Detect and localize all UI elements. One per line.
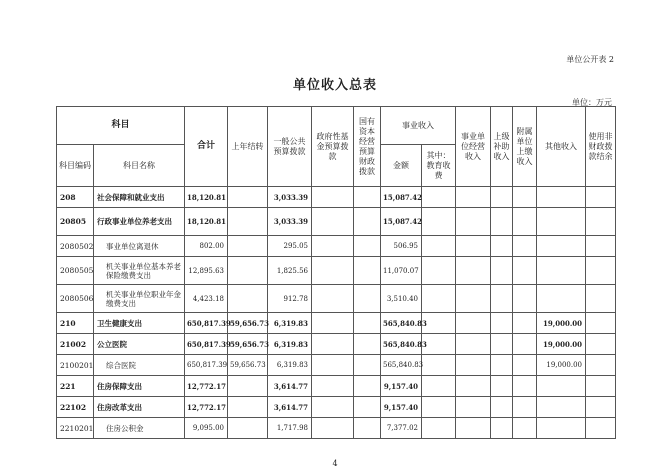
header-amount: 金额	[381, 145, 422, 187]
general-budget-cell: 3,614.77	[268, 376, 312, 397]
state-capital-cell	[354, 418, 381, 439]
state-capital-cell	[354, 355, 381, 376]
op-income-cell	[456, 376, 491, 397]
affiliated-cell	[513, 334, 537, 355]
edu-fee-cell	[422, 355, 456, 376]
edu-fee-cell	[422, 285, 456, 313]
general-budget-cell: 6,319.83	[268, 334, 312, 355]
general-budget-cell: 3,614.77	[268, 397, 312, 418]
state-capital-cell	[354, 187, 381, 208]
unit-label: 单位：万元	[572, 98, 612, 107]
op-income-cell	[456, 187, 491, 208]
total-cell: 9,095.00	[185, 418, 228, 439]
non-fiscal-cell	[586, 257, 616, 285]
header-non-fiscal: 使用非财政拨款结余	[586, 107, 616, 187]
other-income-cell	[537, 376, 586, 397]
header-other: 其他收入	[537, 107, 586, 187]
general-budget-cell: 6,319.83	[268, 313, 312, 334]
header-general-budget: 一般公共预算拨款	[268, 107, 312, 187]
gov-fund-cell	[312, 397, 354, 418]
subject-name-cell: 住房改革支出	[94, 397, 185, 418]
non-fiscal-cell	[586, 397, 616, 418]
affiliated-cell	[513, 397, 537, 418]
form-tag: 单位公开表 2	[566, 55, 614, 64]
carryover-cell: 59,656.73	[228, 355, 268, 376]
page-number: 4	[332, 459, 338, 468]
header-state-capital: 国有资本经营预算财政拨款	[354, 107, 381, 187]
income-summary-table	[56, 106, 616, 439]
carryover-cell	[228, 418, 268, 439]
business-amount-cell: 9,157.40	[381, 376, 422, 397]
subject-name-cell: 住房保障支出	[94, 376, 185, 397]
subject-name-cell: 行政事业单位养老支出	[94, 208, 185, 236]
state-capital-cell	[354, 397, 381, 418]
gov-fund-cell	[312, 313, 354, 334]
total-cell: 12,772.17	[185, 376, 228, 397]
table-row	[57, 376, 616, 397]
subsidy-cell	[491, 313, 513, 334]
non-fiscal-cell	[586, 418, 616, 439]
subject-code-cell: 2080506	[57, 285, 94, 313]
subsidy-cell	[491, 285, 513, 313]
table-row	[57, 236, 616, 257]
non-fiscal-cell	[586, 208, 616, 236]
table-row	[57, 285, 616, 313]
carryover-cell	[228, 376, 268, 397]
general-budget-cell: 3,033.39	[268, 187, 312, 208]
other-income-cell	[537, 285, 586, 313]
non-fiscal-cell	[586, 313, 616, 334]
op-income-cell	[456, 334, 491, 355]
state-capital-cell	[354, 334, 381, 355]
affiliated-cell	[513, 355, 537, 376]
op-income-cell	[456, 313, 491, 334]
op-income-cell	[456, 285, 491, 313]
subsidy-cell	[491, 418, 513, 439]
business-amount-cell: 7,377.02	[381, 418, 422, 439]
total-cell: 18,120.81	[185, 187, 228, 208]
other-income-cell	[537, 257, 586, 285]
subject-name-cell: 公立医院	[94, 334, 185, 355]
header-gov-fund: 政府性基金预算拨款	[312, 107, 354, 187]
total-cell: 18,120.81	[185, 208, 228, 236]
general-budget-cell: 3,033.39	[268, 208, 312, 236]
gov-fund-cell	[312, 376, 354, 397]
header-subsidy: 上级补助收入	[491, 107, 513, 187]
subject-name-cell: 事业单位离退休	[94, 236, 185, 257]
affiliated-cell	[513, 313, 537, 334]
table-row	[57, 334, 616, 355]
state-capital-cell	[354, 313, 381, 334]
table-row	[57, 187, 616, 208]
carryover-cell: 59,656.73	[228, 313, 268, 334]
op-income-cell	[456, 257, 491, 285]
carryover-cell	[228, 236, 268, 257]
subsidy-cell	[491, 208, 513, 236]
business-amount-cell: 3,510.40	[381, 285, 422, 313]
edu-fee-cell	[422, 418, 456, 439]
subject-code-cell: 208	[57, 187, 94, 208]
subject-name-cell: 社会保障和就业支出	[94, 187, 185, 208]
business-amount-cell: 15,087.42	[381, 208, 422, 236]
affiliated-cell	[513, 208, 537, 236]
table-row	[57, 208, 616, 236]
business-amount-cell: 11,070.07	[381, 257, 422, 285]
header-affiliated: 附属单位上缴收入	[513, 107, 537, 187]
subject-code-cell: 2080502	[57, 236, 94, 257]
general-budget-cell: 295.05	[268, 236, 312, 257]
business-amount-cell: 565,840.83	[381, 355, 422, 376]
total-cell: 12,772.17	[185, 397, 228, 418]
carryover-cell	[228, 187, 268, 208]
subject-code-cell: 20805	[57, 208, 94, 236]
subject-code-cell: 21002	[57, 334, 94, 355]
general-budget-cell: 1,717.98	[268, 418, 312, 439]
header-subject-name: 科目名称	[94, 145, 185, 187]
subject-name-cell: 卫生健康支出	[94, 313, 185, 334]
state-capital-cell	[354, 257, 381, 285]
table-row	[57, 418, 616, 439]
non-fiscal-cell	[586, 376, 616, 397]
total-cell: 802.00	[185, 236, 228, 257]
affiliated-cell	[513, 418, 537, 439]
op-income-cell	[456, 355, 491, 376]
edu-fee-cell	[422, 257, 456, 285]
state-capital-cell	[354, 236, 381, 257]
header-carryover: 上年结转	[228, 107, 268, 187]
total-cell: 650,817.39	[185, 334, 228, 355]
carryover-cell	[228, 397, 268, 418]
other-income-cell	[537, 187, 586, 208]
non-fiscal-cell	[586, 355, 616, 376]
header-edu-fee: 其中：教育收费	[422, 145, 456, 187]
other-income-cell: 19,000.00	[537, 334, 586, 355]
subsidy-cell	[491, 334, 513, 355]
edu-fee-cell	[422, 208, 456, 236]
total-cell: 650,817.39	[185, 355, 228, 376]
gov-fund-cell	[312, 355, 354, 376]
gov-fund-cell	[312, 208, 354, 236]
table-row	[57, 397, 616, 418]
non-fiscal-cell	[586, 236, 616, 257]
gov-fund-cell	[312, 236, 354, 257]
affiliated-cell	[513, 285, 537, 313]
other-income-cell	[537, 236, 586, 257]
edu-fee-cell	[422, 376, 456, 397]
table-row	[57, 257, 616, 285]
state-capital-cell	[354, 285, 381, 313]
state-capital-cell	[354, 376, 381, 397]
subject-code-cell: 221	[57, 376, 94, 397]
subject-name-cell: 住房公积金	[94, 418, 185, 439]
header-total: 合计	[185, 107, 228, 187]
general-budget-cell: 6,319.83	[268, 355, 312, 376]
edu-fee-cell	[422, 187, 456, 208]
state-capital-cell	[354, 208, 381, 236]
affiliated-cell	[513, 236, 537, 257]
subsidy-cell	[491, 257, 513, 285]
other-income-cell	[537, 208, 586, 236]
business-amount-cell: 506.95	[381, 236, 422, 257]
carryover-cell	[228, 285, 268, 313]
subject-code-cell: 22102	[57, 397, 94, 418]
other-income-cell: 19,000.00	[537, 355, 586, 376]
table-row	[57, 355, 616, 376]
subject-code-cell: 2100201	[57, 355, 94, 376]
subject-code-cell: 210	[57, 313, 94, 334]
gov-fund-cell	[312, 418, 354, 439]
op-income-cell	[456, 236, 491, 257]
subject-name-cell: 机关事业单位基本养老保险缴费支出	[94, 257, 185, 285]
business-amount-cell: 565,840.83	[381, 313, 422, 334]
gov-fund-cell	[312, 334, 354, 355]
subsidy-cell	[491, 355, 513, 376]
subsidy-cell	[491, 236, 513, 257]
business-amount-cell: 9,157.40	[381, 397, 422, 418]
total-cell: 4,423.18	[185, 285, 228, 313]
carryover-cell	[228, 208, 268, 236]
subject-name-cell: 综合医院	[94, 355, 185, 376]
affiliated-cell	[513, 257, 537, 285]
table-row	[57, 313, 616, 334]
subsidy-cell	[491, 397, 513, 418]
affiliated-cell	[513, 187, 537, 208]
op-income-cell	[456, 208, 491, 236]
header-subject-code: 科目编码	[57, 145, 94, 187]
subsidy-cell	[491, 376, 513, 397]
affiliated-cell	[513, 376, 537, 397]
other-income-cell	[537, 418, 586, 439]
general-budget-cell: 912.78	[268, 285, 312, 313]
total-cell: 12,895.63	[185, 257, 228, 285]
edu-fee-cell	[422, 397, 456, 418]
op-income-cell	[456, 418, 491, 439]
general-budget-cell: 1,825.56	[268, 257, 312, 285]
subsidy-cell	[491, 187, 513, 208]
gov-fund-cell	[312, 285, 354, 313]
subject-code-cell: 2210201	[57, 418, 94, 439]
total-cell: 650,817.39	[185, 313, 228, 334]
table-body	[57, 187, 616, 439]
business-amount-cell: 15,087.42	[381, 187, 422, 208]
subject-code-cell: 2080505	[57, 257, 94, 285]
header-subject: 科目	[57, 107, 185, 145]
carryover-cell: 59,656.73	[228, 334, 268, 355]
header-business-income: 事业收入	[381, 107, 456, 145]
business-amount-cell: 565,840.83	[381, 334, 422, 355]
carryover-cell	[228, 257, 268, 285]
non-fiscal-cell	[586, 187, 616, 208]
header-op-income: 事业单位经营收入	[456, 107, 491, 187]
other-income-cell: 19,000.00	[537, 313, 586, 334]
other-income-cell	[537, 397, 586, 418]
gov-fund-cell	[312, 187, 354, 208]
non-fiscal-cell	[586, 285, 616, 313]
op-income-cell	[456, 397, 491, 418]
non-fiscal-cell	[586, 334, 616, 355]
page-title: 单位收入总表	[292, 78, 377, 93]
subject-name-cell: 机关事业单位职业年金缴费支出	[94, 285, 185, 313]
gov-fund-cell	[312, 257, 354, 285]
edu-fee-cell	[422, 236, 456, 257]
